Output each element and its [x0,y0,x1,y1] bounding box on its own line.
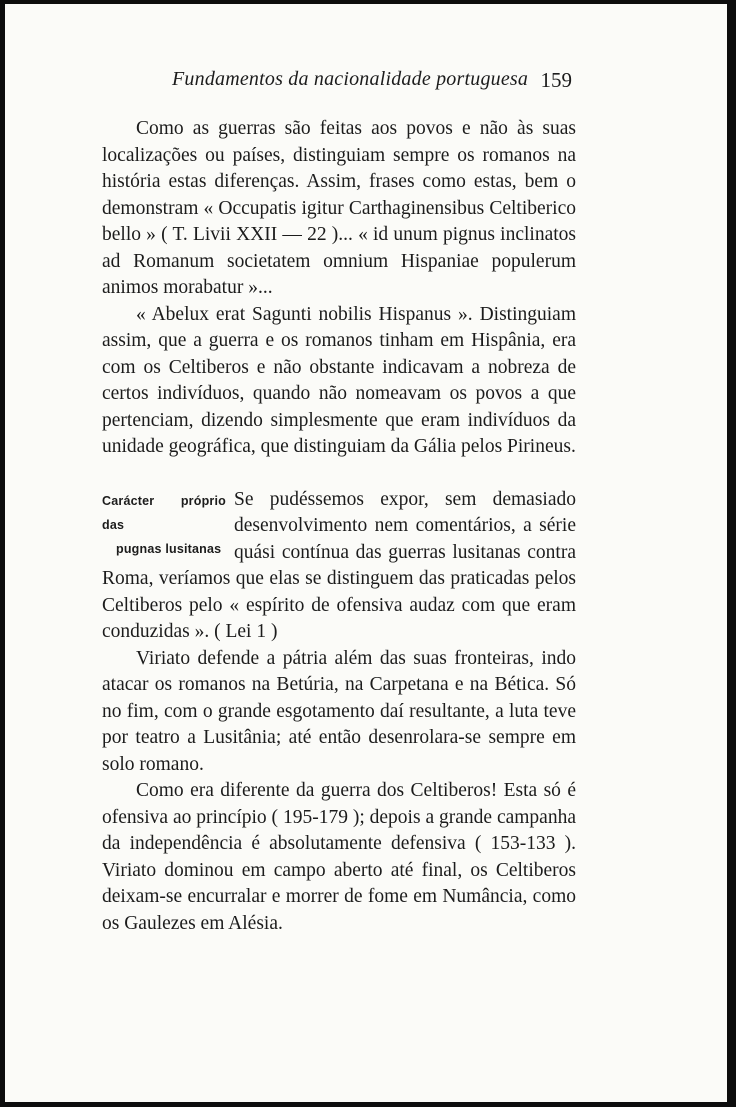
scan-border-left [0,0,5,1107]
side-note-line: Carácter próprio das [102,493,226,532]
paragraph: Como era diferente da guerra dos Celtiberos! Esta só é ofensiva ao princípio ( 195-179 ); depois a grande campanha da independência é absolutamente defensiva ( 153-133 ). Viriato dominou em campo aberto até final, os Celtiberos deixam-se encurralar e morrer de fome em Numância, como os Gaulezes em Alésia. [102,780,576,934]
scan-border-right [727,0,736,1107]
paragraph: Se pudéssemos expor, sem demasiado desenvolvimento nem comentários, a série quási contínua das guerras lusitanas contra Roma, veríamos que elas se distinguem das praticadas pelos Celtiberos pelo « espírito de ofensiva audaz com que eram conduzidas ». ( Lei 1 ) [102,488,576,642]
body-text [102,116,576,937]
side-note [102,489,226,561]
scan-border-top [0,0,736,4]
scan-border-bottom [0,1102,736,1107]
section-gap [102,461,576,487]
side-note-line: pugnas lusitanas [116,541,222,556]
paragraph: Viriato defende a pátria além das suas fronteiras, indo atacar os romanos na Betúria, na Carpetana e na Bética. Só no fim, com o grande esgotamento daí resultante, a luta teve por teatro a Lusitânia; até então desenrolara-se sempre em solo romano. [102,647,576,775]
running-head [100,68,578,98]
running-title: Fundamentos da nacionalidade portuguesa [172,68,529,90]
page-number: 159 [540,68,572,92]
paragraph: « Abelux erat Sagunti nobilis Hispanus ». Distinguiam assim, que a guerra e os romanos tinham em Hispânia, era com os Celtiberos e não obstante indicavam a nobreza de certos indivíduos, quando não nomeavam os povos a que pertenciam, dizendo simplesmente que eram indivíduos da unidade geográfica, que distinguiam da Gália pelos Pirineus. [102,303,576,457]
paragraph: Como as guerras são feitas aos povos e não às suas localizações ou países, distinguiam sempre os romanos na história estas diferenças. Assim, frases como estas, bem o demonstram « Occupatis igitur Carthaginensibus Celtiberico bello » ( T. Livii XXII — 22 )... « id unum pignus inclinatos ad Romanum societatem omnium Hispaniae populerum animos morabatur »... [102,118,576,298]
